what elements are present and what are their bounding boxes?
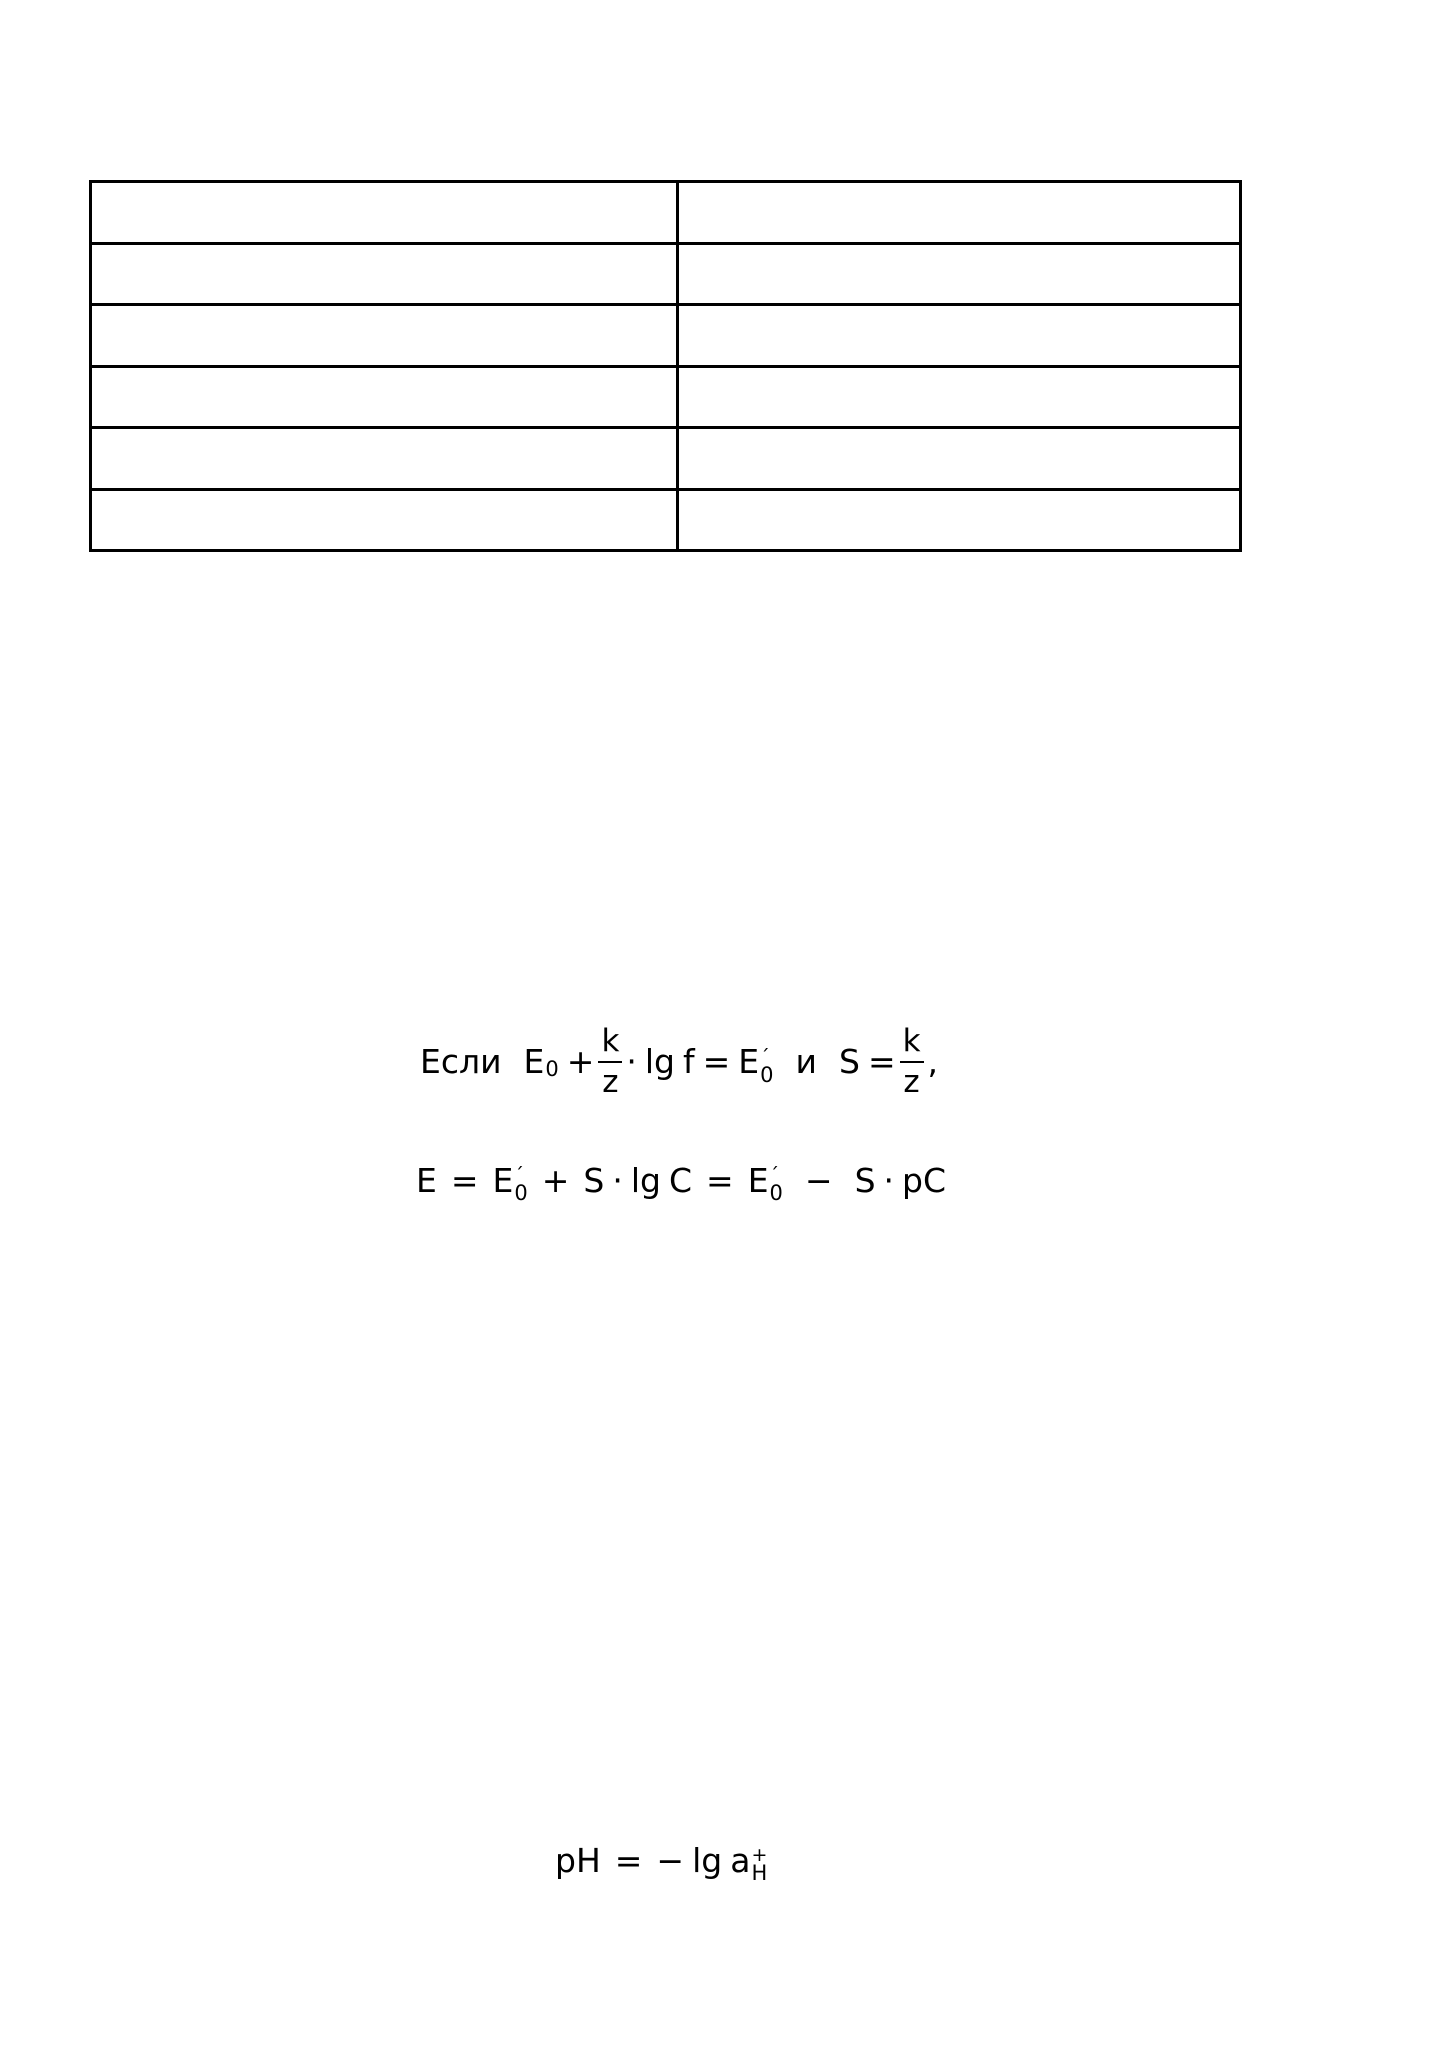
formula-subscript: 0 — [760, 1062, 774, 1087]
formula-symbol-s: S — [838, 1042, 860, 1082]
formula-operator-equals: = — [702, 1042, 731, 1082]
formula-operator-plus: + — [541, 1160, 570, 1200]
formula-operator-equals: = — [614, 1840, 643, 1880]
table-cell — [678, 182, 1241, 244]
table-cell — [678, 305, 1241, 367]
formula-symbol-e: E — [416, 1160, 437, 1200]
formula-symbol-a: a — [730, 1840, 751, 1880]
formula-operator-minus: − — [656, 1840, 685, 1880]
formula-condition — [420, 1025, 938, 1098]
formula-superscript-plus: + — [751, 1844, 768, 1866]
formula-supsub — [751, 1840, 768, 1885]
formula-prime: ´ — [514, 1164, 524, 1186]
table-cell — [91, 182, 678, 244]
formula-symbol-e-prime: E — [492, 1160, 514, 1200]
formula-operator-minus: − — [804, 1160, 833, 1200]
formula-subscript: 0 — [514, 1181, 528, 1205]
table-cell — [91, 305, 678, 367]
fraction-k-over-z — [598, 1025, 622, 1098]
formula-subscript: 0 — [545, 1057, 559, 1082]
table-row — [91, 489, 1241, 551]
formula-function-lg: lg — [644, 1042, 676, 1082]
table-cell — [678, 366, 1241, 428]
formula-symbol-e-prime: E — [738, 1042, 760, 1082]
table-cell — [91, 428, 678, 490]
table-cell — [91, 243, 678, 305]
formula-symbol-e: E — [523, 1042, 545, 1082]
formula-operator-dot: · — [612, 1160, 623, 1200]
table-row — [91, 366, 1241, 428]
formula-operator-dot: · — [626, 1042, 637, 1082]
formula-supsub — [514, 1160, 528, 1205]
empty-table — [89, 180, 1242, 552]
formula-symbol-s: S — [854, 1160, 876, 1200]
formula-word-and: и — [795, 1042, 817, 1082]
formula-prime: ´ — [760, 1045, 770, 1068]
formula-symbol-s: S — [583, 1160, 605, 1200]
formula-word-if: Если — [420, 1042, 502, 1082]
fraction-numerator: k — [601, 1023, 620, 1059]
formula-function-lg: lg — [630, 1160, 661, 1200]
formula-comma: , — [927, 1042, 939, 1082]
formula-subscript: 0 — [769, 1181, 783, 1205]
table-row — [91, 243, 1241, 305]
formula-prime: ´ — [769, 1164, 780, 1186]
formula-ph — [555, 1840, 768, 1885]
fraction-bar — [598, 1061, 622, 1063]
table-cell — [678, 243, 1241, 305]
formula-symbol-e-prime: E — [747, 1160, 769, 1200]
fraction-k-over-z — [900, 1025, 924, 1098]
fraction-numerator: k — [902, 1023, 921, 1059]
fraction-denominator: z — [602, 1063, 619, 1100]
formula-operator-equals: = — [450, 1160, 479, 1200]
formula-symbol-f: f — [683, 1042, 695, 1082]
formula-operator-equals: = — [867, 1042, 896, 1082]
formula-subscript-h: H — [751, 1861, 768, 1885]
fraction-denominator: z — [903, 1063, 920, 1100]
table-cell — [91, 489, 678, 551]
table-cell — [678, 428, 1241, 490]
formula-function-lg: lg — [692, 1840, 723, 1880]
formula-symbol-c: C — [668, 1160, 693, 1200]
formula-operator-equals: = — [706, 1160, 734, 1200]
table-row — [91, 428, 1241, 490]
table-cell — [678, 489, 1241, 551]
formula-operator-dot: · — [883, 1160, 895, 1200]
table-row — [91, 182, 1241, 244]
formula-symbol-pc: pC — [902, 1160, 947, 1200]
fraction-bar — [900, 1061, 924, 1063]
formula-supsub — [760, 1042, 774, 1087]
formula-symbol-ph: pH — [555, 1840, 601, 1880]
table-cell — [91, 366, 678, 428]
table-row — [91, 305, 1241, 367]
formula-potential — [416, 1160, 947, 1205]
formula-operator-plus: + — [566, 1042, 595, 1082]
formula-supsub — [769, 1160, 783, 1205]
